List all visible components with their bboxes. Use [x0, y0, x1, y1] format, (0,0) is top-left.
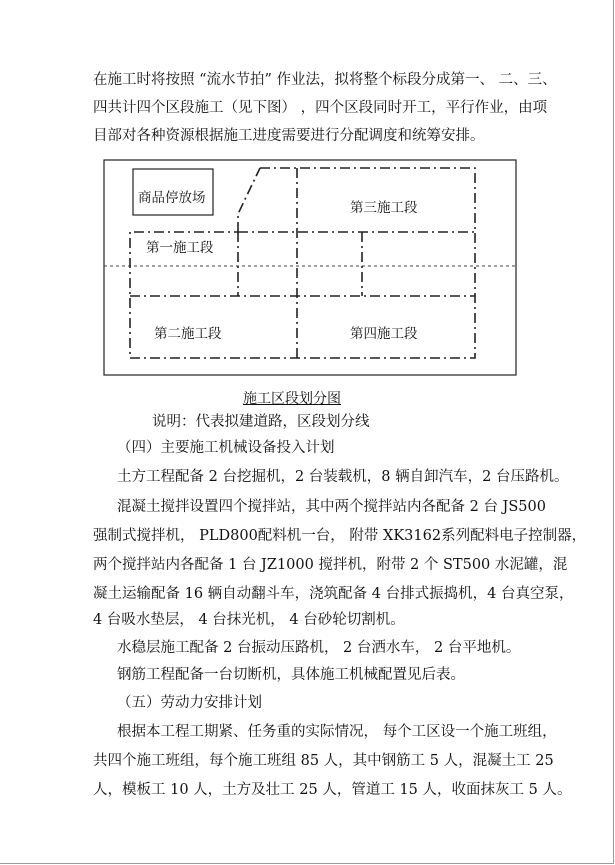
section-4-line-7: 水稳层施工配备 2 台振动压路机， 2 台洒水车， 2 台平地机。 [117, 640, 521, 656]
section-4-heading: （四）主要施工机械设备投入计划 [117, 440, 335, 456]
section-5-line-2: 共四个施工班组，每个施工班组 85 人，其中钢筋工 5 人，混凝土工 25 [93, 753, 554, 769]
segment-4-label: 第四施工段 [350, 326, 418, 342]
section-5-line-1: 根据本工程工期紧、任务重的实际情况， 每个工区设一个施工班组， [117, 724, 557, 740]
diagram-note: 说明：代表拟建道路，区段划分线 [152, 414, 370, 430]
segment-diagram [100, 158, 520, 378]
section-4-line-4: 两个搅拌站内各配备 1 台 JZ1000 搅拌机，附带 2 个 ST500 水泥罐，混 [93, 557, 568, 573]
diagram-caption: 施工区段划分图 [243, 391, 341, 407]
section-4-line-1: 土方工程配备 2 台挖掘机，2 台装载机，8 辆自卸汽车，2 台压路机。 [117, 469, 569, 485]
section-4-line-6: 4 台吸水垫层， 4 台抹光机， 4 台砂轮切割机。 [93, 612, 405, 628]
segment-2-label: 第二施工段 [154, 326, 222, 342]
section-4-line-8: 钢筋工程配备一台切断机，具体施工机械配置见后表。 [117, 667, 465, 683]
section-5-line-3: 人，模板工 10 人，土方及壮工 25 人，管道工 15 人，收面抹灰工 5 人。 [93, 782, 572, 798]
segment-1-label: 第一施工段 [146, 240, 214, 256]
section-4-line-2: 混凝土搅拌设置四个搅拌站，其中两个搅拌站内各配备 2 台 JS500 [117, 499, 546, 515]
intro-line-1: 在施工时将按照 “流水节拍” 作业法，拟将整个标段分成第一、 二、三、 [93, 72, 557, 88]
segment-3-label: 第三施工段 [350, 200, 418, 216]
segment-diagonal-boundary [238, 168, 260, 232]
section-4-line-3: 强制式搅拌机， PLD800配料机一台， 附带 XK3162系列配料电子控制器， [93, 528, 587, 544]
parking-label: 商品停放场 [138, 190, 206, 206]
intro-line-2: 四共计四个区段施工（见下图） ，四个区段同时开工，平行作业，由项 [93, 100, 548, 116]
intro-line-3: 目部对各种资源根据施工进度需要进行分配调度和统筹安排。 [93, 128, 485, 144]
section-4-line-5: 凝土运输配备 16 辆自动翻斗车，浇筑配备 4 台排式振捣机，4 台真空泵， [93, 586, 574, 602]
section-5-heading: （五）劳动力安排计划 [117, 695, 262, 711]
